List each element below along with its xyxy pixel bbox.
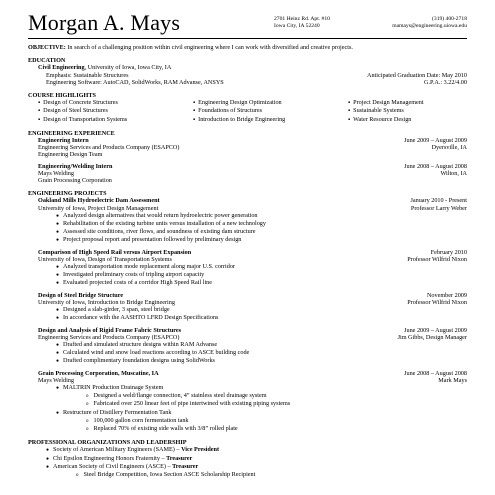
- highlights-section: [28, 92, 467, 124]
- project-sub-bullet: o Replaced 70% of existing side walls with 3/8” rolled plate: [56, 425, 467, 433]
- job-location: Dyersville, IA: [431, 144, 467, 152]
- project-bullet: ● Rehabilitation of the existing turbine units versus installation of a new technology: [56, 220, 467, 228]
- job-company: Mays Welding: [38, 169, 74, 177]
- project-org: University of Iowa, Design of Transportation Systems: [38, 255, 172, 263]
- project-title-row: [38, 292, 467, 299]
- organization-role: Treasurer: [172, 462, 199, 470]
- project-title-row: [38, 370, 467, 377]
- objective-label: OBJECTIVE:: [28, 44, 66, 51]
- software-row: [28, 79, 467, 86]
- project-org: University of Iowa, Introduction to Bridge Engineering: [38, 298, 175, 306]
- address-line-1: 2701 Heinz Rd. Apt. #10: [274, 16, 330, 22]
- job-title-row: [38, 137, 467, 144]
- project-dates: June 2009 – August 2009: [404, 326, 467, 334]
- objective-text: In search of a challenging position within civil engineering where I can work with diversified and creative projects.: [67, 44, 353, 51]
- organization-sub-item: o Steel Bridge Competition, Iowa Section ASCE Scholarship Recipient: [46, 471, 467, 479]
- applicant-name: Morgan A. Mays: [28, 10, 181, 35]
- organization-name: Chi Epsilon Engineering Honors Fraternity –: [53, 454, 167, 462]
- project-org: Engineering Services and Products Company (ESAPCO): [38, 333, 180, 341]
- address-block: [274, 16, 330, 30]
- gpa-text: G.P.A.: 3.22/4.00: [424, 78, 467, 86]
- project-bullet: ● Project proposal report and presentation followed by preliminary design: [56, 236, 467, 244]
- organizations-list: [28, 446, 467, 479]
- projects-section: [28, 190, 467, 433]
- phone-number: (319) 400-2718: [432, 16, 467, 22]
- objective-line: [28, 44, 467, 51]
- project-entry: [28, 370, 467, 434]
- emphasis-row: [28, 72, 467, 79]
- software-text: Engineering Software: AutoCAD, SolidWorks, RAM Advanse, ANSYS: [46, 78, 224, 86]
- education-section: [28, 57, 467, 86]
- project-entry: [28, 249, 467, 288]
- organization-item: [46, 446, 467, 454]
- project-entry: [28, 292, 467, 323]
- highlight-item: ▪ Sustainable Systems: [348, 107, 478, 115]
- project-bullets: [38, 212, 467, 245]
- highlight-item: ▪ Water Resource Design: [348, 116, 478, 124]
- job-title: Engineering Intern: [38, 137, 89, 145]
- project-org-row: [38, 334, 467, 341]
- job-extra: Engineering Design Team: [38, 151, 103, 159]
- project-title: Design and Analysis of Rigid Frame Fabric Structures: [38, 326, 182, 334]
- degree-name: Civil Engineering: [38, 64, 85, 72]
- project-bullet: ● Drafted and simulated structure designs within RAM Advanse: [56, 341, 467, 349]
- project-supervisor: Professor Larry Weber: [410, 204, 467, 212]
- resume-header: [28, 8, 467, 39]
- organization-item: [46, 463, 467, 471]
- education-title: EDUCATION: [28, 57, 66, 65]
- job-dates: June 2008 – August 2008: [404, 162, 467, 170]
- job-company: Engineering Services and Products Company (ESAPCO): [38, 144, 180, 152]
- job-title: Engineering/Welding Intern: [38, 162, 113, 170]
- project-entry: [28, 197, 467, 244]
- project-title: Oakland Mills Hydroelectric Dam Assessment: [38, 197, 160, 205]
- project-sub-bullet: o Designed a weld/flange connection, 4” stainless steel drainage system: [56, 392, 467, 400]
- project-supervisor: Jim Gibbs, Design Manager: [397, 333, 467, 341]
- organization-role: Treasurer: [166, 454, 193, 462]
- project-sub-bullet: o Fabricated over 250 linear feet of pipe intertwined with existing piping systems: [56, 400, 467, 408]
- job-extra: Grain Processing Corporation: [38, 177, 112, 185]
- project-dates: January 2010 - Present: [410, 197, 467, 205]
- project-entry: [28, 327, 467, 366]
- job-entry: [28, 137, 467, 159]
- project-bullets: [38, 341, 467, 366]
- project-org: Mays Welding: [38, 376, 74, 384]
- highlights-title: COURSE HIGHLIGHTS: [28, 92, 96, 100]
- project-supervisor: Professor Wilfrid Nixon: [407, 255, 467, 263]
- school-name: , University of Iowa, Iowa City, IA: [84, 64, 172, 72]
- project-bullet: ● Drafted complimentary foundation designs using SolidWorks: [56, 357, 467, 365]
- highlight-item: ▪ Project Design Management: [348, 99, 478, 107]
- project-title-row: [38, 197, 467, 204]
- job-dates: June 2009 – August 2009: [404, 137, 467, 145]
- experience-section: [28, 130, 467, 184]
- degree-line: [28, 64, 467, 71]
- job-company-row: [38, 170, 467, 177]
- project-bullets: [38, 306, 467, 322]
- project-bullet: ● Calculated wind and snow load reactions according to ASCE building code: [56, 349, 467, 357]
- organization-name: Society of American Military Engineers (SAME) –: [53, 446, 182, 454]
- organizations-title: PROFESSIONAL ORGANIZATIONS AND LEADERSHIP: [28, 439, 187, 447]
- project-bullets: [38, 263, 467, 288]
- project-org-row: [38, 377, 467, 384]
- job-company-row: [38, 144, 467, 151]
- project-bullet: ● Analyzed design alternatives that would return hydroelectric power generation: [56, 212, 467, 220]
- project-title: Grain Processing Corporation, Muscatine, IA: [38, 369, 159, 377]
- project-org: University of Iowa, Project Design Management: [38, 204, 159, 212]
- organization-name: American Society of Civil Engineers (ASCE) –: [53, 462, 173, 470]
- project-supervisor: Professor Wilfrid Nixon: [407, 298, 467, 306]
- contact-block: [392, 16, 467, 30]
- project-title: Design of Steel Bridge Structure: [38, 291, 124, 299]
- project-org-row: [38, 256, 467, 263]
- project-bullet: ● In accordance with the AASHTO LFRD Design Specifications: [56, 314, 467, 322]
- project-org-row: [38, 299, 467, 306]
- graduation-date: Anticipated Graduation Date: May 2010: [366, 71, 467, 79]
- project-bullet: ● Evaluated projected costs of a corridor High Speed Rail line: [56, 279, 467, 287]
- project-bullets: [38, 384, 467, 433]
- project-dates: June 2008 – August 2008: [404, 369, 467, 377]
- project-title-row: [38, 327, 467, 334]
- job-location: Wilton, IA: [440, 169, 467, 177]
- organization-role: Vice President: [181, 446, 220, 454]
- email-address: mamays@engineering.uiowa.edu: [392, 23, 467, 29]
- project-org-row: [38, 205, 467, 212]
- address-line-2: Iowa City, IA 52240: [274, 23, 320, 29]
- project-bullet: ● MALTRIN Production Drainage System: [56, 384, 467, 392]
- project-dates: November 2009: [426, 291, 467, 299]
- organizations-section: [28, 439, 467, 479]
- project-bullet: ● Assessed site conditions, river flows, and soundness of existing dam structure: [56, 228, 467, 236]
- highlight-item: ▪ Introduction to Bridge Engineering: [193, 116, 348, 124]
- job-title-row: [38, 163, 467, 170]
- highlight-item: ▪ Design of Transportation Systems: [38, 116, 193, 124]
- project-bullet: ● Analyzed transportation mode replacement along major U.S. corridor: [56, 263, 467, 271]
- project-dates: February 2010: [430, 248, 467, 256]
- highlights-grid: [28, 99, 467, 124]
- project-bullet: ● Designed a slab-girder, 3 span, steel bridge: [56, 306, 467, 314]
- organization-item: [46, 455, 467, 463]
- project-title: Comparison of High Speed Rail versus Airport Expansion: [38, 248, 192, 256]
- highlight-item: ▪ Foundations of Structures: [193, 107, 348, 115]
- highlight-item: ▪ Design of Steel Structures: [38, 107, 193, 115]
- experience-title: ENGINEERING EXPERIENCE: [28, 129, 115, 137]
- emphasis-text: Emphasis: Sustainable Structures: [46, 71, 129, 79]
- project-bullet: ● Investigated preliminary costs of tripling airport capacity: [56, 271, 467, 279]
- projects-title: ENGINEERING PROJECTS: [28, 190, 107, 198]
- project-title-row: [38, 249, 467, 256]
- project-supervisor: Mark Mays: [438, 376, 467, 384]
- project-bullet: ● Restructure of Distillery Fermentation Tank: [56, 409, 467, 417]
- highlight-item: ▪ Design of Concrete Structures: [38, 99, 193, 107]
- job-entry: [28, 163, 467, 185]
- highlight-item: ▪ Engineering Design Optimization: [193, 99, 348, 107]
- project-sub-bullet: o 100,000 gallon corn fermentation tank: [56, 417, 467, 425]
